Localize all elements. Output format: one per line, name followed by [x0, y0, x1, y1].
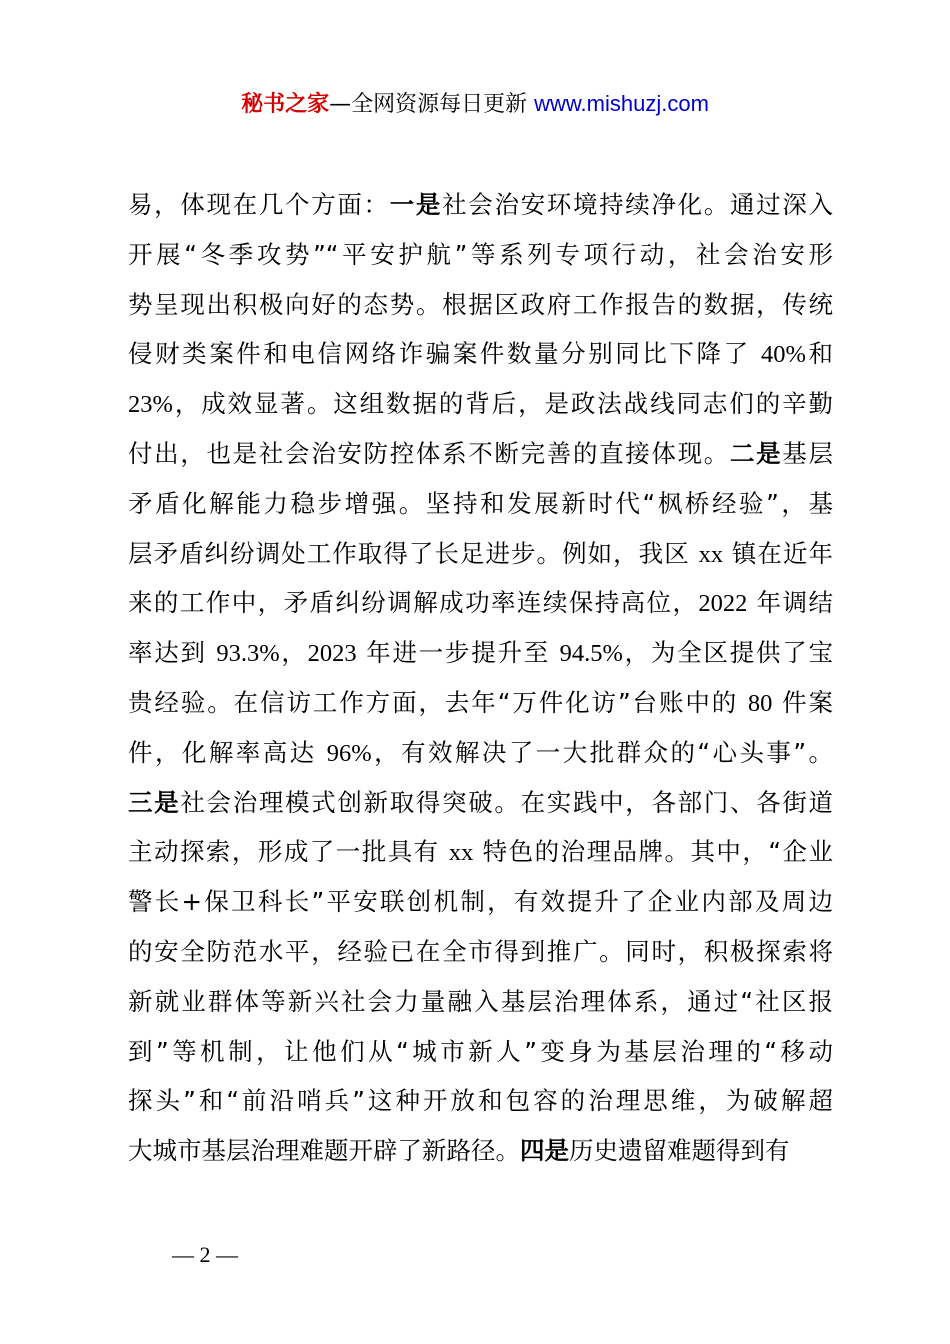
site-brand: 秘书之家 [241, 92, 330, 117]
site-header [0, 88, 950, 121]
numeric-text: 94.5% [559, 640, 623, 668]
numeric-text: 23% [128, 391, 173, 419]
numeric-text: xx [448, 839, 474, 867]
bold-lead: 一是 [389, 190, 443, 219]
numeric-text: 96% [326, 739, 372, 767]
numeric-text: 93.3% [216, 640, 280, 668]
text-segment: ，有效解决了一大批群众的“心头事”。 [371, 737, 833, 767]
text-segment: 特色的治理品牌。其中，“企业 [473, 837, 833, 867]
text-line [128, 927, 833, 977]
document-body [128, 180, 833, 1176]
text-segment: 到”等机制，让他们从“城市新人”变身为基层治理的“移动 [128, 1036, 833, 1066]
text-segment: 层矛盾纠纷调处工作取得了长足进步。例如，我区 [128, 538, 699, 568]
text-segment: 和 [805, 339, 833, 369]
text-line [128, 379, 833, 429]
text-segment: 年进一步提升至 [356, 638, 560, 668]
numeric-text: xx [698, 540, 724, 568]
text-line [128, 329, 833, 379]
text-segment: 主动探索，形成了一批具有 [128, 837, 449, 867]
text-segment: 镇在近年 [723, 538, 833, 568]
text-segment: 基层 [782, 438, 834, 468]
text-segment: 年调结 [747, 588, 833, 618]
text-line [128, 529, 833, 579]
text-segment: ， [279, 638, 308, 668]
text-line [128, 230, 833, 280]
text-segment: 社会治安环境持续净化。通过深入 [442, 190, 834, 219]
text-segment: 的安全防范水平，经验已在全市得到推广。同时，积极探索将 [128, 936, 833, 966]
site-url[interactable]: www.mishuzj.com [534, 91, 709, 116]
text-line [128, 578, 833, 628]
text-line [128, 479, 833, 529]
text-segment: 件案 [772, 687, 833, 717]
text-segment: 社会治理模式创新取得突破。在实践中，各部门、各街道 [180, 787, 834, 817]
text-segment: 开展“冬季攻势”“平安护航”等系列专项行动，社会治安形 [128, 239, 833, 269]
text-segment: 贵经验。在信访工作方面，去年“万件化访”台账中的 [128, 687, 748, 717]
numeric-text: 40% [761, 341, 806, 369]
text-segment: 探头”和“前沿哨兵”这种开放和包容的治理思维，为破解超 [128, 1086, 833, 1116]
text-line [128, 877, 833, 927]
text-line [128, 628, 833, 678]
text-line [128, 678, 833, 728]
text-line [128, 180, 833, 230]
bold-lead: 三是 [128, 787, 181, 817]
text-line [128, 280, 833, 330]
text-line [128, 827, 833, 877]
text-segment: 大城市基层治理难题开辟了新路径。 [128, 1136, 520, 1166]
bold-lead: 二是 [729, 438, 783, 468]
text-line [128, 728, 833, 778]
text-line [128, 1027, 833, 1077]
numeric-text: 2023 [307, 640, 357, 668]
text-segment: 付出，也是社会治安防控体系不断完善的直接体现。 [128, 438, 730, 468]
text-segment: ，为全区提供了宝 [622, 638, 834, 668]
numeric-text: 80 [747, 689, 773, 717]
bold-lead: 四是 [520, 1136, 569, 1166]
text-segment: 来的工作中，矛盾纠纷调解成功率连续保持高位， [128, 588, 699, 618]
text-line [128, 1126, 833, 1176]
text-segment: 势呈现出积极向好的态势。根据区政府工作报告的数据，传统 [128, 289, 833, 319]
page-number: — 2 — [172, 1242, 238, 1267]
text-segment: 件，化解率高达 [128, 737, 327, 767]
text-segment: 警长+保卫科长”平安联创机制，有效提升了企业内部及周边 [128, 887, 833, 917]
text-segment: 易，体现在几个方面： [128, 190, 390, 219]
text-segment: 率达到 [128, 638, 217, 668]
text-line [128, 429, 833, 479]
numeric-text: 2022 [698, 590, 748, 618]
text-line [128, 1076, 833, 1126]
text-line [128, 778, 833, 828]
text-segment: 侵财类案件和电信网络诈骗案件数量分别同比下降了 [128, 339, 761, 369]
text-segment: ，成效显著。这组数据的背后，是政法战线同志们的辛勤 [172, 389, 833, 419]
text-segment: 历史遗留难题得到有 [569, 1136, 790, 1166]
site-slogan: —全网资源每日更新 [329, 92, 528, 117]
text-line [128, 977, 833, 1027]
text-segment: 新就业群体等新兴社会力量融入基层治理体系，通过“社区报 [128, 986, 833, 1016]
text-segment: 矛盾化解能力稳步增强。坚持和发展新时代“枫桥经验”，基 [128, 488, 833, 518]
